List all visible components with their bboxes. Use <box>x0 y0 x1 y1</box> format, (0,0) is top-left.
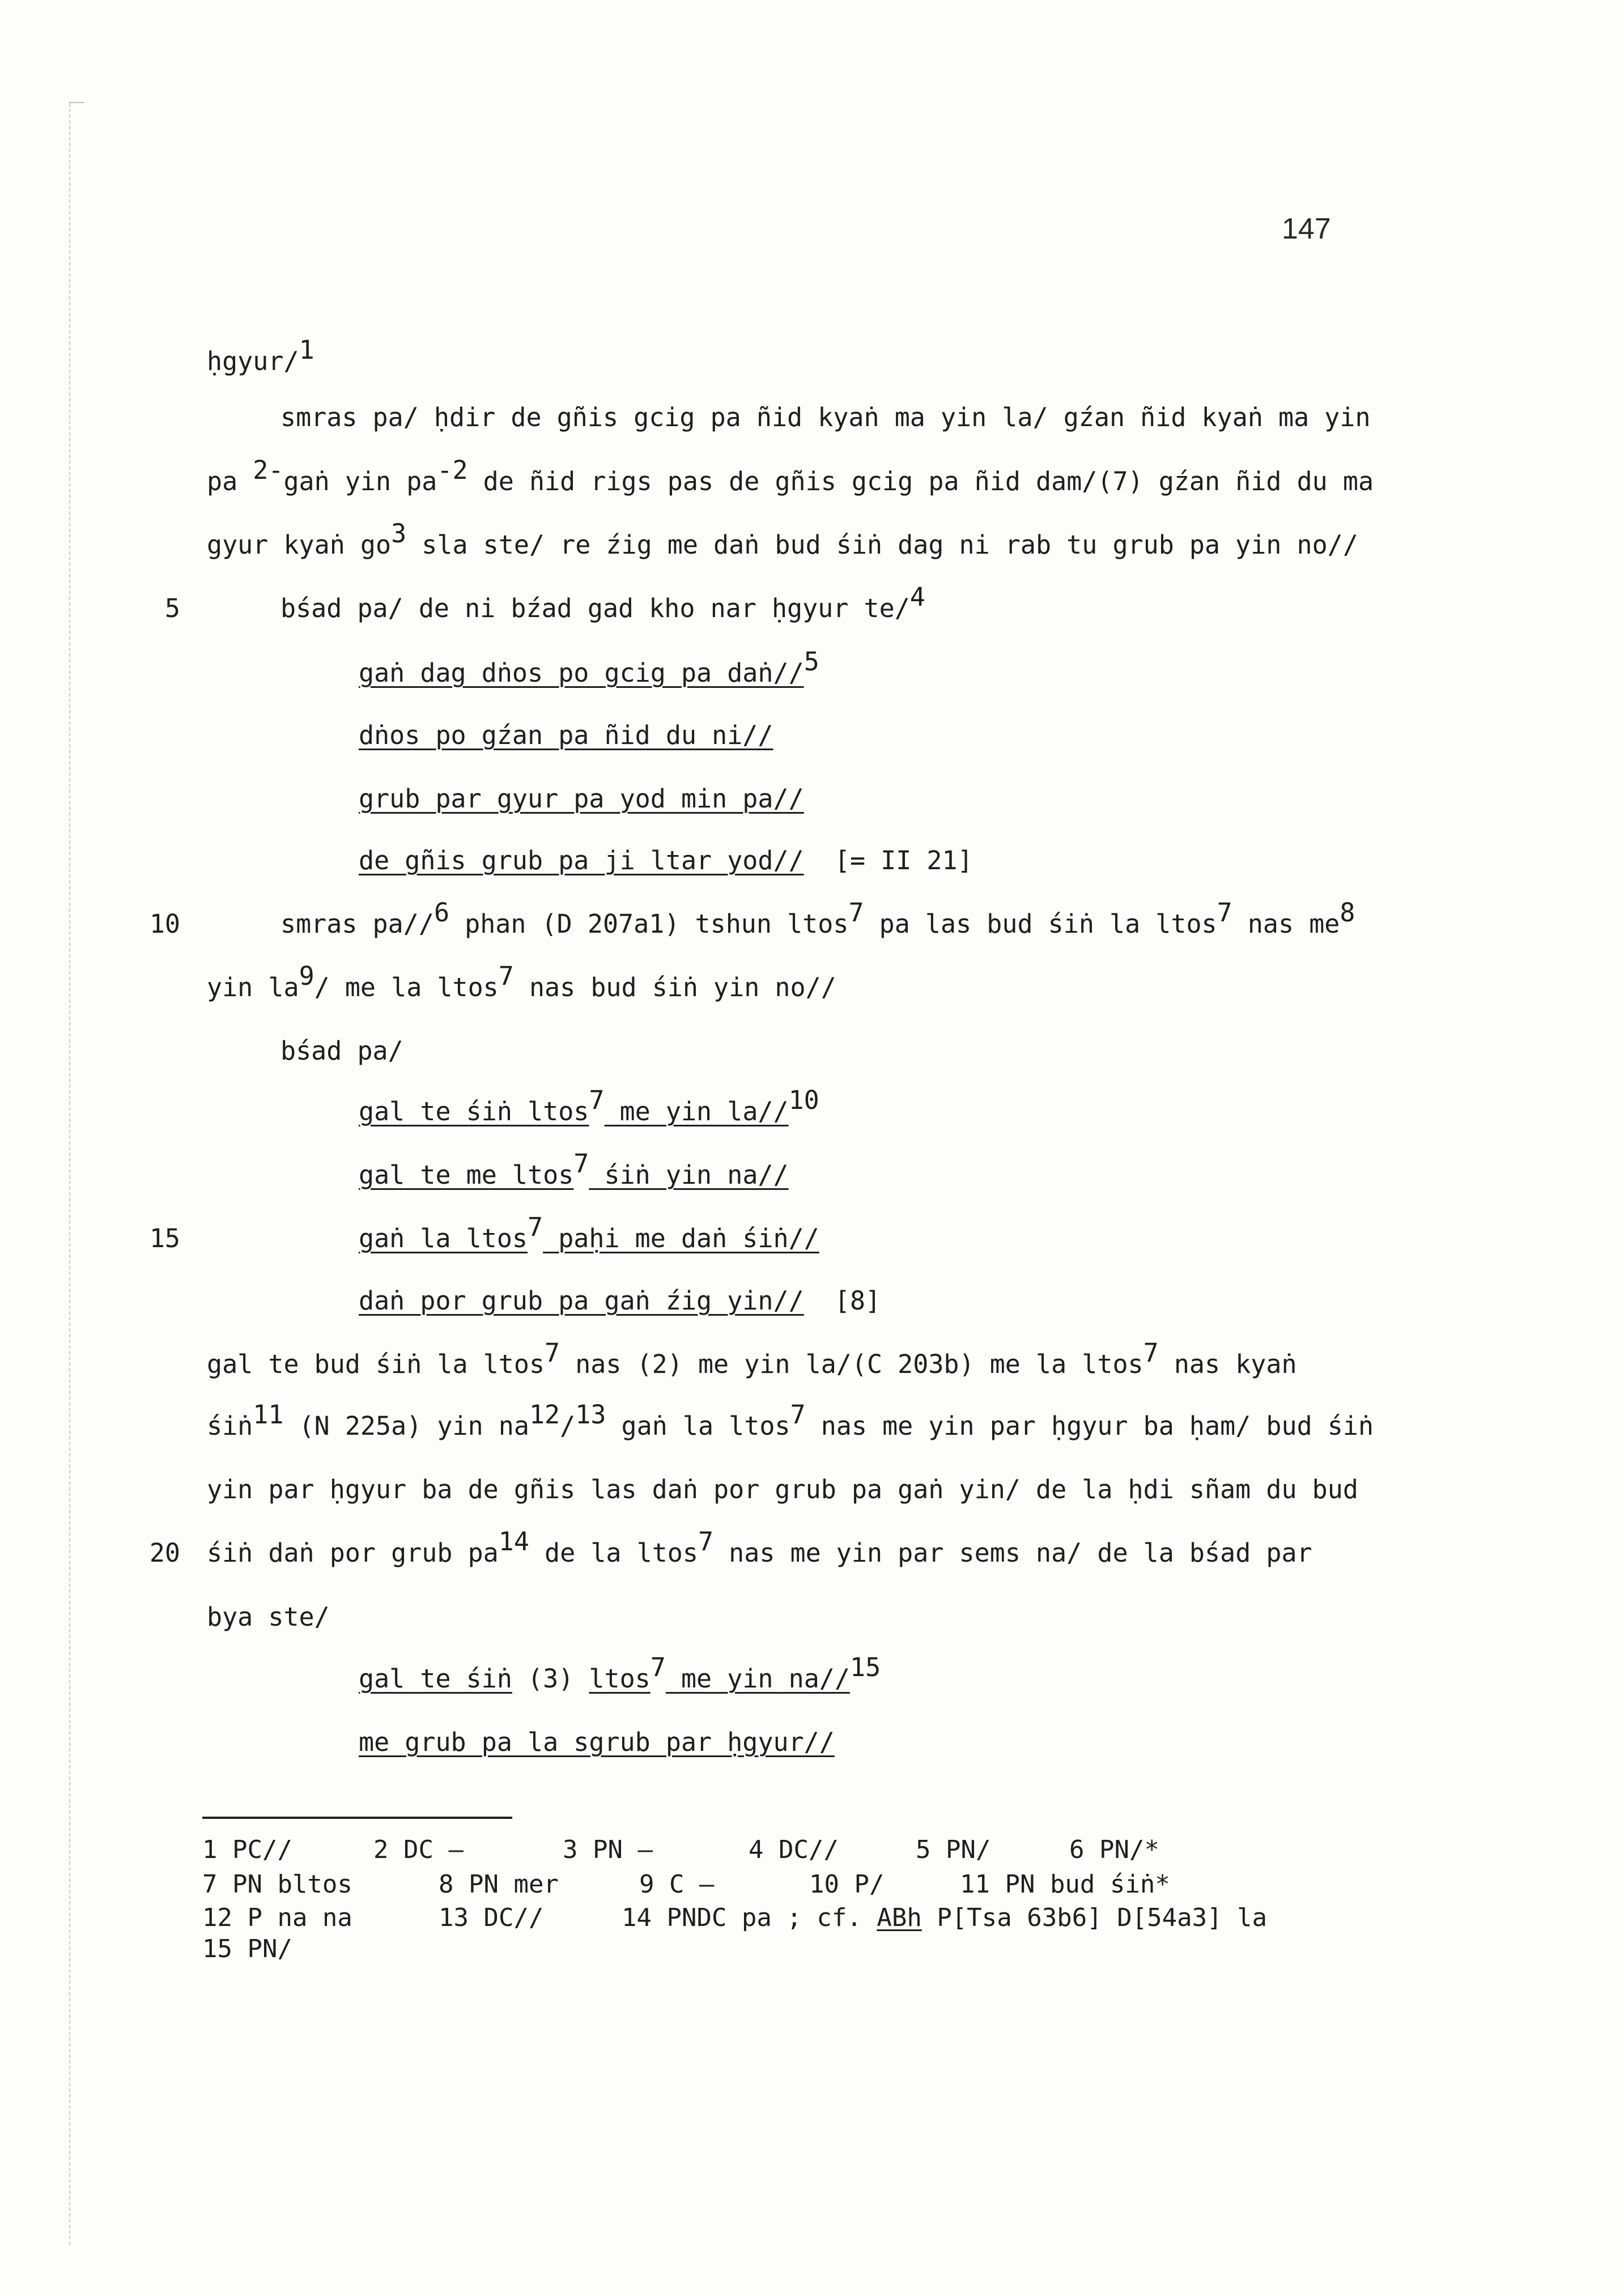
footnote-rule <box>202 1817 512 1819</box>
text-segment: gal te bud śiṅ la ltos <box>207 1349 545 1379</box>
verse-line <box>359 1148 789 1191</box>
text-segment: 2 DC — <box>373 1835 464 1864</box>
text-segment: ḥgyur/ <box>207 346 299 376</box>
text-segment: bya ste/ <box>207 1602 330 1632</box>
text-segment: 3 PN — <box>563 1835 653 1864</box>
footnote-entry <box>439 1870 559 1899</box>
underlined-text: dṅos po gźan pa ñid du ni// <box>359 720 773 750</box>
text-segment: 13 DC// <box>439 1903 544 1932</box>
text-segment: 6 PN/* <box>1069 1835 1159 1864</box>
text-segment: phan (D 207a1) tshun ltos <box>449 909 849 939</box>
text-segment: smras pa// <box>280 909 434 939</box>
text-line <box>280 402 1371 433</box>
verse-line <box>359 1285 881 1317</box>
verse-line <box>359 1727 835 1758</box>
text-segment: śiṅ <box>207 1411 253 1441</box>
text-segment: nas me <box>1232 909 1340 939</box>
page-number: 147 <box>1282 212 1331 245</box>
footnote-reference: 7 <box>1217 897 1232 928</box>
text-segment: 7 PN bltos <box>202 1870 352 1899</box>
footnote-reference: 11 <box>253 1399 284 1430</box>
text-segment: pa las bud śiṅ la ltos <box>864 909 1217 939</box>
footnote-reference: 1 <box>299 334 314 365</box>
footnote-reference: 9 <box>299 960 314 991</box>
text-segment: bśad pa/ de ni bźad gad kho nar ḥgyur te/ <box>280 593 910 623</box>
footnote-reference: -2 <box>437 454 468 485</box>
text-line <box>207 518 1358 561</box>
underlined-text: de gñis grub pa ji ltar yod// <box>359 845 804 875</box>
footnote-entry <box>439 1903 543 1933</box>
footnote-entry <box>809 1870 884 1899</box>
text-line <box>207 1399 1374 1442</box>
text-segment: 9 C — <box>639 1870 715 1899</box>
text-segment: 12 P na na <box>202 1903 352 1932</box>
text-segment: 1 PC// <box>202 1835 292 1864</box>
line-number: 5 <box>164 593 180 623</box>
underlined-text: me yin la// <box>604 1096 789 1126</box>
text-line <box>280 897 1355 940</box>
footnote-reference: 6 <box>433 897 450 928</box>
footnote-entry <box>563 1835 653 1865</box>
text-segment: 11 PN bud śiṅ* <box>960 1870 1170 1899</box>
text-segment: 14 PNDC pa ; cf. <box>622 1903 877 1932</box>
underlined-text: me yin na// <box>665 1664 850 1694</box>
footnote-reference: 7 <box>1143 1337 1159 1368</box>
footnote-entry <box>749 1835 839 1865</box>
text-line <box>280 1035 403 1067</box>
text-segment: (N 225a) yin na <box>283 1411 529 1441</box>
text-segment: 5 PN/ <box>916 1835 991 1864</box>
underlined-text: paḥi me daṅ śiṅ// <box>543 1223 819 1253</box>
footnote-reference: 3 <box>391 518 407 549</box>
footnote-reference: 7 <box>528 1211 543 1242</box>
text-segment: 15 PN/ <box>202 1934 292 1963</box>
text-segment: 8 PN mer <box>439 1870 559 1899</box>
footnote-reference: 7 <box>589 1085 605 1115</box>
footnote-entry <box>639 1870 714 1899</box>
footnote-reference: 2- <box>253 454 284 485</box>
text-line <box>207 1526 1312 1569</box>
footnote-reference: 7 <box>545 1337 560 1368</box>
text-line <box>207 1337 1297 1380</box>
text-segment: / <box>560 1411 576 1441</box>
text-line <box>207 334 314 377</box>
verse-line <box>359 1652 881 1695</box>
text-line <box>207 960 836 1004</box>
footnote-reference: 7 <box>848 897 864 928</box>
text-segment: gyur kyaṅ go <box>207 530 392 560</box>
verse-line <box>359 646 819 689</box>
text-segment: nas kyaṅ <box>1158 1349 1297 1379</box>
text-segment: nas me yin par sems na/ de la bśad par <box>713 1538 1312 1568</box>
text-segment: P[Tsa 63b6] D[54a3] la <box>921 1903 1268 1932</box>
footnote-reference: 14 <box>498 1526 529 1557</box>
footnote-reference: 10 <box>788 1085 819 1115</box>
text-segment: [8] <box>804 1286 881 1316</box>
text-segment: gaṅ la ltos <box>606 1411 790 1441</box>
footnote-reference: 12 <box>529 1399 560 1430</box>
text-segment: smras pa/ ḥdir de gñis gcig pa ñid kyaṅ ma yin la/ gźan ñid kyaṅ ma yin <box>280 402 1371 432</box>
text-segment: 10 P/ <box>809 1870 885 1899</box>
text-segment: pa <box>207 466 253 496</box>
underlined-text: gal te me ltos <box>359 1160 574 1190</box>
text-segment: 4 DC// <box>749 1835 839 1864</box>
underlined-text: gaṅ dag dṅos po gcig pa daṅ// <box>359 658 804 688</box>
text-segment: yin la <box>207 972 299 1002</box>
text-segment: nas (2) me yin la/(C 203b) me la ltos <box>560 1349 1143 1379</box>
footnote-reference: 13 <box>575 1399 606 1430</box>
text-segment: [= II 21] <box>804 845 973 875</box>
footnote-entry <box>1069 1835 1159 1865</box>
footnote-entry <box>202 1903 352 1933</box>
verse-line <box>359 845 973 877</box>
text-segment: bśad pa/ <box>280 1036 403 1066</box>
text-line <box>207 454 1374 498</box>
footnote-reference: 7 <box>573 1148 589 1179</box>
underlined-text: gaṅ la ltos <box>359 1223 528 1253</box>
underlined-text: gal te śiṅ <box>359 1664 512 1694</box>
footnote-reference: 7 <box>498 960 514 991</box>
text-segment: sla ste/ re źig me daṅ bud śiṅ dag ni rab tu grub pa yin no// <box>406 530 1358 560</box>
footnote-reference: 15 <box>849 1652 881 1682</box>
underlined-text: gal te śiṅ ltos <box>359 1096 589 1126</box>
text-segment: nas me yin par ḥgyur ba ḥam/ bud śiṅ <box>805 1411 1374 1441</box>
text-segment: de ñid rigs pas de gñis gcig pa ñid dam/(7) gźan ñid du ma <box>467 466 1374 496</box>
text-segment: yin par ḥgyur ba de gñis las daṅ por grub pa gaṅ yin/ de la ḥdi sñam du bud <box>207 1474 1358 1504</box>
footnote-reference: 7 <box>650 1652 666 1682</box>
footnote-entry <box>622 1903 1267 1933</box>
line-number: 15 <box>149 1223 180 1253</box>
text-line <box>207 1601 330 1633</box>
line-number: 20 <box>149 1538 180 1568</box>
text-line <box>207 1474 1358 1506</box>
verse-line <box>359 720 773 751</box>
scan-margin-corner <box>69 102 84 103</box>
scan-margin-line <box>69 103 70 2245</box>
text-segment: / me la ltos <box>314 972 499 1002</box>
underlined-text: ltos <box>589 1664 651 1694</box>
text-segment: (3) <box>512 1664 589 1694</box>
text-segment: gaṅ yin pa <box>283 466 437 496</box>
footnote-entry <box>916 1835 990 1865</box>
underlined-text: daṅ por grub pa gaṅ źig yin// <box>359 1286 804 1316</box>
text-segment: śiṅ daṅ por grub pa <box>207 1538 499 1568</box>
underlined-text: śiṅ yin na// <box>589 1160 789 1190</box>
underlined-text: grub par gyur pa yod min pa// <box>359 784 804 814</box>
footnote-reference: 5 <box>804 646 819 677</box>
footnote-reference: 4 <box>909 581 925 612</box>
underlined-text: me grub pa la sgrub par ḥgyur// <box>359 1727 835 1757</box>
footnote-entry <box>373 1835 464 1865</box>
underlined-text: ABh <box>877 1903 922 1932</box>
line-number: 10 <box>149 909 180 939</box>
footnote-entry <box>960 1870 1170 1899</box>
text-segment: nas bud śiṅ yin no// <box>513 972 836 1002</box>
text-line <box>280 581 925 624</box>
footnote-entry <box>202 1934 292 1964</box>
verse-line <box>359 783 804 815</box>
verse-line <box>359 1085 819 1128</box>
footnote-reference: 7 <box>790 1399 806 1430</box>
footnote-entry <box>202 1835 292 1865</box>
footnote-entry <box>202 1870 352 1899</box>
text-segment: de la ltos <box>529 1538 698 1568</box>
footnote-reference: 8 <box>1340 897 1355 928</box>
footnote-reference: 7 <box>698 1526 714 1557</box>
verse-line <box>359 1211 819 1255</box>
